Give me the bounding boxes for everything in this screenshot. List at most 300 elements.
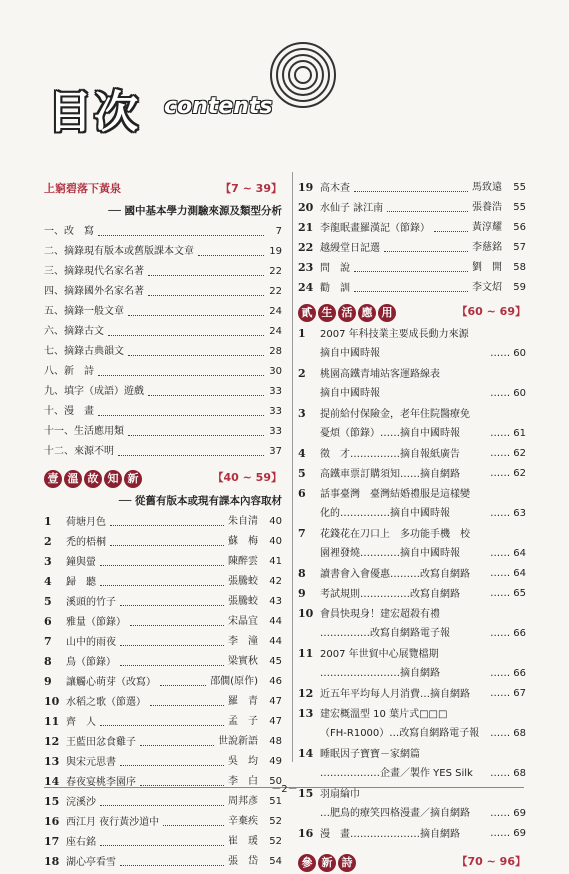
entry-page: 59: [513, 282, 526, 293]
leader-dots: [120, 605, 224, 606]
leader-dots: [100, 805, 224, 806]
entry-line: [298, 584, 530, 604]
entry-number: 6: [44, 615, 52, 628]
entry-author: 吳 均: [228, 756, 258, 767]
entry-line: [298, 544, 530, 564]
entry-title-text: 山中的雨夜: [66, 637, 116, 648]
entry-number: 1: [298, 327, 306, 340]
entry-number: 13: [298, 707, 314, 720]
entry-page: 33: [269, 386, 282, 397]
toc-entry: [298, 258, 530, 278]
entry-title-text: 2007 年世貿中心展覽檔期: [320, 649, 439, 660]
contents-logo: [22, 22, 322, 142]
toc-entry: [298, 604, 530, 644]
toc-entry: [44, 712, 286, 732]
toc-entry: [44, 342, 286, 362]
leader-dots: [120, 645, 224, 646]
entry-title-text: 問 說: [320, 263, 350, 274]
leader-dots: [120, 865, 224, 866]
entry-line: [298, 524, 530, 544]
entry-number: 9: [44, 675, 52, 688]
entry-page: 47: [269, 716, 282, 727]
section-heading: [44, 178, 286, 200]
toc-entry: [298, 744, 530, 784]
entry-title: 八、新 詩: [44, 366, 94, 377]
entry-author: 張 岱: [228, 856, 258, 867]
entry-title-text: 歸 聽: [66, 577, 96, 588]
toc-entry: [44, 592, 286, 612]
entry-number: 16: [44, 815, 60, 828]
rings-decoration: [270, 42, 340, 112]
toc-entry: [298, 198, 530, 218]
entry-number: 23: [298, 261, 314, 274]
entry-title: [298, 238, 380, 259]
entry-title: [44, 632, 116, 653]
entry-page: 57: [513, 242, 526, 253]
section-badge: 貳: [298, 304, 316, 322]
leader-dots: [128, 315, 264, 316]
entry-line: [298, 464, 530, 484]
toc-entry: [298, 238, 530, 258]
entry-title-text: 睡眠因子寶寶－家網篇: [320, 749, 420, 760]
leader-dots: [110, 545, 224, 546]
toc-entry: [298, 584, 530, 604]
entry-line: [298, 424, 530, 444]
toc-entry: [44, 382, 286, 402]
entry-source: 化的……………摘自中國時報: [320, 508, 450, 519]
toc-entry: [44, 852, 286, 872]
entry-source: 憂煩（節錄）……摘自中國時報: [320, 428, 460, 439]
entry-page: 47: [269, 696, 282, 707]
entry-line: [298, 484, 530, 504]
entry-number: 4: [298, 447, 306, 460]
entry-source: …肥鳥的療笑四格漫畫／摘自網路: [320, 808, 470, 819]
entry-title-text: 齊 人: [66, 717, 96, 728]
entry-page: 55: [513, 202, 526, 213]
entry-number: 12: [298, 687, 314, 700]
leader-dots: [198, 255, 264, 256]
entry-author: 張養浩: [472, 202, 502, 213]
section-range: 【40 ~ 59】: [212, 471, 282, 484]
entry-title: [298, 258, 350, 279]
section-badge: 故: [84, 470, 102, 488]
entry-source: 考試規則……………改寫自網路: [320, 589, 460, 600]
entry-title-text: 話事臺灣 臺灣結婚禮服是這樣變: [320, 489, 470, 500]
entry-title: [298, 218, 430, 239]
entry-title-text: 高木查: [320, 183, 350, 194]
entry-number: 17: [44, 835, 60, 848]
entry-line: [298, 404, 530, 424]
entry-number: 13: [44, 755, 60, 768]
entry-page: 33: [269, 426, 282, 437]
entry-title: 一、改 寫: [44, 226, 94, 237]
entry-page: …… 63: [490, 508, 526, 519]
toc-entry: [44, 242, 286, 262]
leader-dots: [98, 235, 264, 236]
section-subtitle: ── 國中基本學力測驗來源及類型分析: [108, 205, 282, 217]
entry-number: 19: [298, 181, 314, 194]
entry-page: 30: [269, 366, 282, 377]
entry-line: [298, 344, 530, 364]
entry-title: [44, 812, 159, 833]
entry-page: …… 62: [490, 468, 526, 479]
section-badge: 新: [318, 854, 336, 872]
entry-title-text: 溪頭的竹子: [66, 597, 116, 608]
entry-number: 14: [44, 775, 60, 788]
entry-title: 十一、生活應用類: [44, 426, 124, 437]
entry-author: 宋晶宜: [228, 616, 258, 627]
toc-entry: [44, 322, 286, 342]
entry-title: 十、漫 畫: [44, 406, 94, 417]
entry-line: [298, 324, 530, 344]
entry-title: 九、填字（成語）遊戲: [44, 386, 144, 397]
leader-dots: [148, 295, 264, 296]
toc-entry: [44, 262, 286, 282]
entry-source: 近五年平均每人月消費…摘自網路: [320, 689, 470, 700]
entry-page: …… 60: [490, 388, 526, 399]
toc-entry: [44, 442, 286, 462]
toc-entry: [298, 484, 530, 524]
toc-list: [44, 512, 286, 872]
entry-author: 崔 瑗: [228, 836, 258, 847]
toc-entry: [44, 572, 286, 592]
leader-dots: [108, 335, 264, 336]
entry-page: 19: [269, 246, 282, 257]
entry-number: 18: [44, 855, 60, 868]
entry-title-text: 西江月 夜行黃沙道中: [66, 817, 160, 828]
entry-title-text: 李龍眠畫羅漢記（節錄）: [320, 223, 430, 234]
section-badge: 用: [378, 304, 396, 322]
toc-entry: [298, 218, 530, 238]
entry-number: 22: [298, 241, 314, 254]
entry-author: 蘇 梅: [228, 536, 258, 547]
entry-page: 50: [269, 776, 282, 787]
section-badge: 詩: [338, 854, 356, 872]
left-column: [44, 178, 286, 872]
entry-source: 摘自中國時報: [320, 348, 380, 359]
entry-title: [44, 692, 146, 713]
entry-title-text: 花錢花在刀口上 多功能手機 校: [320, 529, 470, 540]
entry-line: [298, 624, 530, 644]
entry-title: 四、摘錄國外名家名著: [44, 286, 144, 297]
entry-page: 33: [269, 406, 282, 417]
leader-dots: [100, 725, 224, 726]
entry-title: [44, 832, 96, 853]
entry-source: 高鐵車票訂購須知……摘自網路: [320, 469, 460, 480]
entry-title: [298, 198, 383, 219]
toc-entry: [44, 362, 286, 382]
entry-title: [44, 732, 136, 753]
toc-entry: [44, 792, 286, 812]
toc-entry: [298, 278, 530, 298]
entry-line: [298, 444, 530, 464]
entry-author: 馬致遠: [472, 182, 502, 193]
entry-page: …… 69: [490, 808, 526, 819]
entry-author: 黃淳耀: [472, 222, 502, 233]
entry-line: [298, 744, 530, 764]
entry-number: 1: [44, 515, 52, 528]
entry-number: 2: [44, 535, 52, 548]
entry-author: 李 潼: [228, 636, 258, 647]
entry-page: …… 68: [490, 768, 526, 779]
entry-title: 七、摘錄古典韻文: [44, 346, 124, 357]
leader-dots: [160, 685, 206, 686]
entry-page: 45: [269, 656, 282, 667]
entry-title-text: 雅量（節錄）: [66, 617, 126, 628]
entry-page: 7: [275, 226, 282, 237]
entry-number: 11: [44, 715, 60, 728]
entry-title: 二、摘錄現有版本或舊版課本文章: [44, 246, 194, 257]
entry-page: 44: [269, 616, 282, 627]
entry-page: …… 68: [490, 728, 526, 739]
entry-title-text: 座右銘: [66, 837, 96, 848]
toc-entry: [44, 222, 286, 242]
toc-entry: [44, 692, 286, 712]
entry-page: 41: [269, 556, 282, 567]
entry-author: 張騰蛟: [228, 596, 258, 607]
entry-number: 8: [298, 567, 306, 580]
entry-author: 羅 青: [228, 696, 258, 707]
toc-entry: [298, 178, 530, 198]
entry-line: [298, 384, 530, 404]
toc-entry: [298, 404, 530, 444]
leader-dots: [148, 275, 264, 276]
entry-title-text: 越縵堂日記選: [320, 243, 380, 254]
leader-dots: [354, 291, 468, 292]
section-heading: [44, 464, 286, 490]
entry-page: …… 60: [490, 348, 526, 359]
entry-number: 20: [298, 201, 314, 214]
entry-source: 漫 畫…………………摘自網路: [320, 829, 460, 840]
entry-source: 徵 才……………摘自報紙廣告: [320, 449, 460, 460]
toc-entry: [298, 444, 530, 464]
section-heading: [298, 848, 530, 874]
section-badge: 新: [124, 470, 142, 488]
entry-title-text: 勸 訓: [320, 283, 350, 294]
leader-dots: [100, 565, 224, 566]
entry-author: 邵僩(原作): [210, 676, 258, 687]
toc-entry: [298, 704, 530, 744]
entry-source: （FH-R1000）…改寫自網路電子報: [320, 728, 480, 739]
section-badge: 參: [298, 854, 316, 872]
toc-entry: [44, 672, 286, 692]
right-column: [298, 178, 530, 874]
entry-page: 43: [269, 596, 282, 607]
entry-line: [298, 644, 530, 664]
entry-number: 8: [44, 655, 52, 668]
entry-line: [298, 804, 530, 824]
entry-title-text: 提前給付保險金，老年住院醫療免: [320, 409, 470, 420]
section-heading: [298, 298, 530, 324]
entry-number: 14: [298, 747, 314, 760]
entry-line: [298, 724, 530, 744]
entry-author: 梁實秋: [228, 656, 258, 667]
entry-title-text: 讓觸心萌芽（改寫）: [66, 677, 156, 688]
toc-entry: [44, 752, 286, 772]
entry-page: 42: [269, 576, 282, 587]
leader-dots: [100, 585, 224, 586]
entry-title-text: 湖心亭看雪: [66, 857, 116, 868]
entry-title: [44, 572, 96, 593]
entry-number: 3: [44, 555, 52, 568]
logo-title-cn: 目次: [48, 87, 140, 138]
leader-dots: [354, 271, 468, 272]
entry-page: 58: [513, 262, 526, 273]
leader-dots: [163, 825, 224, 826]
leader-dots: [118, 455, 264, 456]
entry-line: [298, 604, 530, 624]
toc-entry: [44, 302, 286, 322]
entry-number: 4: [44, 575, 52, 588]
entry-author: 劉 開: [472, 262, 502, 273]
entry-author: 陳醉雲: [228, 556, 258, 567]
entry-page: 22: [269, 286, 282, 297]
section-range: 【7 ~ 39】: [220, 182, 282, 195]
entry-source: ……………改寫自網路電子報: [320, 628, 450, 639]
entry-title: 三、摘錄現代名家名著: [44, 266, 144, 277]
entry-page: …… 67: [490, 688, 526, 699]
entry-source: ……………………摘自網路: [320, 668, 440, 679]
entry-page: 40: [269, 536, 282, 547]
section-title: 上窮碧落下黃泉: [44, 182, 121, 195]
entry-page: 44: [269, 636, 282, 647]
entry-title-text: 王藍田忿食雞子: [66, 737, 136, 748]
entry-title-text: 2007 年科技業主要成長動力來源: [320, 329, 469, 340]
entry-source: 讀書會入會優惠………改寫自網路: [320, 569, 470, 580]
entry-title: [44, 672, 156, 693]
entry-number: 11: [298, 647, 314, 660]
entry-title-text: 建宏概溫型 10 葉片式□□□: [320, 709, 448, 720]
toc-entry: [298, 324, 530, 364]
entry-number: 6: [298, 487, 306, 500]
entry-page: …… 66: [490, 628, 526, 639]
entry-line: [298, 664, 530, 684]
entry-page: …… 64: [490, 568, 526, 579]
toc-entry: [298, 464, 530, 484]
entry-title: [44, 752, 116, 773]
leader-dots: [140, 745, 214, 746]
entry-number: 16: [298, 827, 314, 840]
toc-entry: [44, 282, 286, 302]
leader-dots: [387, 211, 468, 212]
entry-source: 園裡發燒…………摘自中國時報: [320, 548, 460, 559]
entry-page: 49: [269, 756, 282, 767]
entry-title: 六、摘錄古文: [44, 326, 104, 337]
page-number: －2－: [271, 784, 298, 795]
toc-entry: [44, 812, 286, 832]
entry-source: ………………企畫／製作 YES Silk: [320, 768, 473, 779]
entry-number: 21: [298, 221, 314, 234]
entry-line: [298, 824, 530, 844]
entry-number: 10: [298, 607, 314, 620]
entry-title-text: 春夜宴桃李園序: [66, 777, 136, 788]
entry-page: …… 62: [490, 448, 526, 459]
entry-title: [44, 852, 116, 873]
entry-title: [44, 512, 106, 533]
entry-page: 40: [269, 516, 282, 527]
entry-page: …… 64: [490, 548, 526, 559]
entry-number: 9: [298, 587, 306, 600]
leader-dots: [130, 625, 224, 626]
leader-dots: [354, 191, 468, 192]
entry-author: 李 白: [228, 776, 258, 787]
entry-number: 3: [298, 407, 306, 420]
leader-dots: [100, 845, 224, 846]
entry-number: 12: [44, 735, 60, 748]
entry-line: [298, 504, 530, 524]
leader-dots: [120, 765, 224, 766]
toc-entry: [298, 824, 530, 844]
toc-entry: [44, 832, 286, 852]
logo-title-en: contents: [164, 94, 273, 119]
toc-entry: [44, 732, 286, 752]
entry-page: 52: [269, 816, 282, 827]
leader-dots: [98, 375, 264, 376]
entry-author: 辛棄疾: [228, 816, 258, 827]
entry-number: 7: [298, 527, 306, 540]
leader-dots: [110, 525, 224, 526]
entry-title-text: 與宋元思書: [66, 757, 116, 768]
toc-entry: [298, 524, 530, 564]
entry-title: 五、摘錄一般文章: [44, 306, 124, 317]
entry-page: 55: [513, 182, 526, 193]
entry-page: …… 66: [490, 668, 526, 679]
entry-page: 22: [269, 266, 282, 277]
entry-title: [44, 792, 96, 813]
entry-title-text: 羽扇綸巾: [320, 789, 360, 800]
entry-title: [44, 652, 116, 673]
entry-author: 李慈銘: [472, 242, 502, 253]
entry-page: 51: [269, 796, 282, 807]
leader-dots: [434, 231, 468, 232]
entry-line: [298, 564, 530, 584]
entry-number: 15: [44, 795, 60, 808]
entry-title: [44, 532, 106, 553]
section-badge: 知: [104, 470, 122, 488]
toc-entry: [44, 402, 286, 422]
entry-title-text: 桃園高鐵青埔站客運路線表: [320, 369, 440, 380]
entry-line: [298, 364, 530, 384]
entry-page: 24: [269, 306, 282, 317]
toc-entry: [44, 422, 286, 442]
leader-dots: [148, 395, 264, 396]
section-badge: 活: [338, 304, 356, 322]
entry-author: 李文炤: [472, 282, 502, 293]
section-badge: 生: [318, 304, 336, 322]
entry-title: 十二、來源不明: [44, 446, 114, 457]
entry-page: 48: [269, 736, 282, 747]
entry-page: 54: [269, 856, 282, 867]
toc-list: [44, 222, 286, 462]
entry-page: 46: [269, 676, 282, 687]
entry-page: 37: [269, 446, 282, 457]
entry-number: 2: [298, 367, 306, 380]
entry-page: …… 69: [490, 828, 526, 839]
entry-number: 7: [44, 635, 52, 648]
toc-entry: [44, 652, 286, 672]
entry-author: 朱自清: [228, 516, 258, 527]
section-range: 【60 ~ 69】: [456, 305, 526, 318]
entry-title: [44, 612, 126, 633]
entry-title-text: 鳥（節錄）: [66, 657, 116, 668]
entry-page: 52: [269, 836, 282, 847]
leader-dots: [128, 355, 264, 356]
entry-number: 15: [298, 787, 314, 800]
toc-entry: [298, 644, 530, 684]
toc-entry: [44, 632, 286, 652]
section-subtitle: ── 從舊有版本或現有課本內容取材: [118, 495, 282, 507]
toc-entry: [44, 552, 286, 572]
